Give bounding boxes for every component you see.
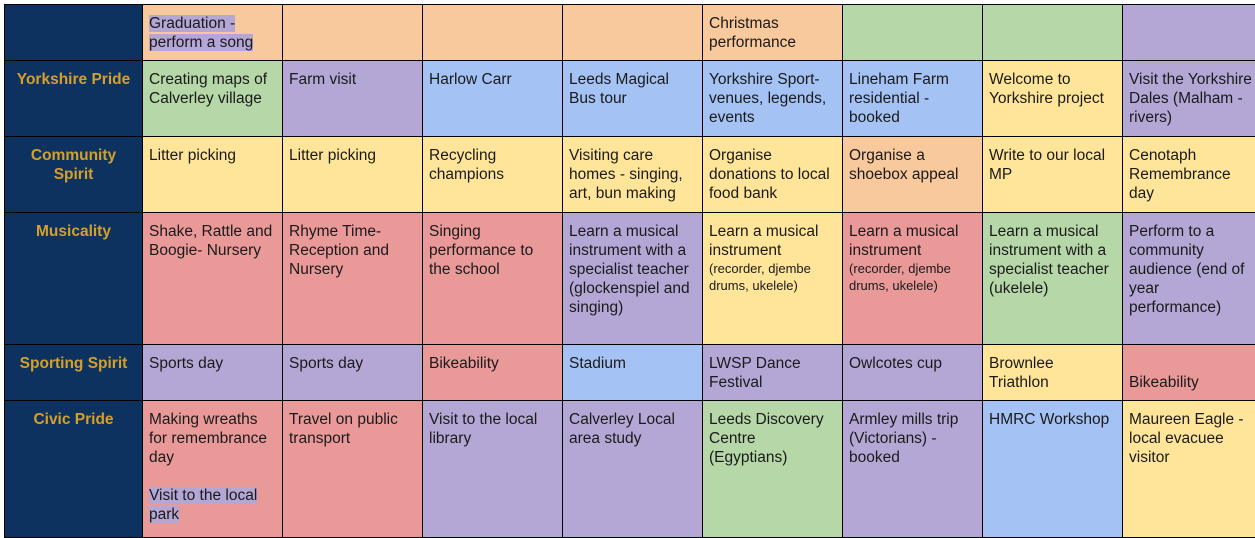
curriculum-table bbox=[4, 4, 1255, 538]
cell-text: Learn a musical instrument bbox=[849, 223, 959, 259]
table-cell: Sports day bbox=[143, 345, 282, 400]
table-cell: Perform to a community audience (end of year performance) bbox=[1123, 213, 1255, 344]
table-cell: Write to our local MP bbox=[983, 137, 1122, 212]
table-cell: Travel on public transport bbox=[283, 401, 422, 537]
table-cell: Armley mills trip (Victorians) - booked bbox=[843, 401, 982, 537]
table-cell: Christmas performance bbox=[703, 5, 842, 60]
cell-text: Learn a musical instrument bbox=[709, 223, 819, 259]
table-cell: Owlcotes cup bbox=[843, 345, 982, 400]
table-cell bbox=[843, 5, 982, 60]
table-cell bbox=[563, 5, 702, 60]
table-cell: HMRC Workshop bbox=[983, 401, 1122, 537]
row-header-civic-pride: Civic Pride bbox=[5, 401, 142, 537]
table-cell: Recycling champions bbox=[423, 137, 562, 212]
table-cell bbox=[983, 5, 1122, 60]
table-cell bbox=[703, 213, 842, 344]
table-cell bbox=[1123, 5, 1255, 60]
table-cell: Stadium bbox=[563, 345, 702, 400]
table-cell: Learn a musical instrument with a specialist teacher (glockenspiel and singing) bbox=[563, 213, 702, 344]
cell-subtext: (recorder, djembe drums, ukelele) bbox=[709, 261, 811, 293]
row-header-yorkshire-pride: Yorkshire Pride bbox=[5, 61, 142, 136]
row-header-community-spirit: Community Spirit bbox=[5, 137, 142, 212]
table-cell: Rhyme Time- Reception and Nursery bbox=[283, 213, 422, 344]
highlighted-text: Visit to the local park bbox=[149, 487, 258, 523]
table-cell: Yorkshire Sport- venues, legends, events bbox=[703, 61, 842, 136]
cell-subtext: (recorder, djembe drums, ukelele) bbox=[849, 261, 951, 293]
table-cell: Litter picking bbox=[143, 137, 282, 212]
table-cell: Sports day bbox=[283, 345, 422, 400]
table-cell: Shake, Rattle and Boogie- Nursery bbox=[143, 213, 282, 344]
table-cell: Cenotaph Remembrance day bbox=[1123, 137, 1255, 212]
table-cell: Visit the Yorkshire Dales (Malham - rivers) bbox=[1123, 61, 1255, 136]
table-cell: Bikeability bbox=[1123, 345, 1255, 400]
table-cell: Harlow Carr bbox=[423, 61, 562, 136]
table-cell: Learn a musical instrument with a specialist teacher (ukelele) bbox=[983, 213, 1122, 344]
table-cell: Visit to the local library bbox=[423, 401, 562, 537]
table-cell bbox=[843, 213, 982, 344]
row-header-blank bbox=[5, 5, 142, 60]
table-cell bbox=[143, 401, 282, 537]
table-cell bbox=[283, 5, 422, 60]
table-cell: Bikeability bbox=[423, 345, 562, 400]
highlighted-text: Graduation - perform a song bbox=[149, 15, 254, 51]
table-cell: Organise donations to local food bank bbox=[703, 137, 842, 212]
table-cell: Creating maps of Calverley village bbox=[143, 61, 282, 136]
table-cell bbox=[423, 5, 562, 60]
table-cell: Farm visit bbox=[283, 61, 422, 136]
table-cell: LWSP Dance Festival bbox=[703, 345, 842, 400]
cell-text: Making wreaths for remembrance day bbox=[149, 411, 268, 466]
table-cell: Leeds Discovery Centre (Egyptians) bbox=[703, 401, 842, 537]
row-header-musicality: Musicality bbox=[5, 213, 142, 344]
table-cell: Singing performance to the school bbox=[423, 213, 562, 344]
table-cell: Maureen Eagle - local evacuee visitor bbox=[1123, 401, 1255, 537]
table-cell: Calverley Local area study bbox=[563, 401, 702, 537]
table-cell: Visiting care homes - singing, art, bun making bbox=[563, 137, 702, 212]
row-header-sporting-spirit: Sporting Spirit bbox=[5, 345, 142, 400]
table-cell: Brownlee Triathlon bbox=[983, 345, 1122, 400]
table-cell: Litter picking bbox=[283, 137, 422, 212]
table-cell: Welcome to Yorkshire project bbox=[983, 61, 1122, 136]
table-cell: Lineham Farm residential - booked bbox=[843, 61, 982, 136]
table-cell: Leeds Magical Bus tour bbox=[563, 61, 702, 136]
table-cell bbox=[143, 5, 282, 60]
table-cell: Organise a shoebox appeal bbox=[843, 137, 982, 212]
